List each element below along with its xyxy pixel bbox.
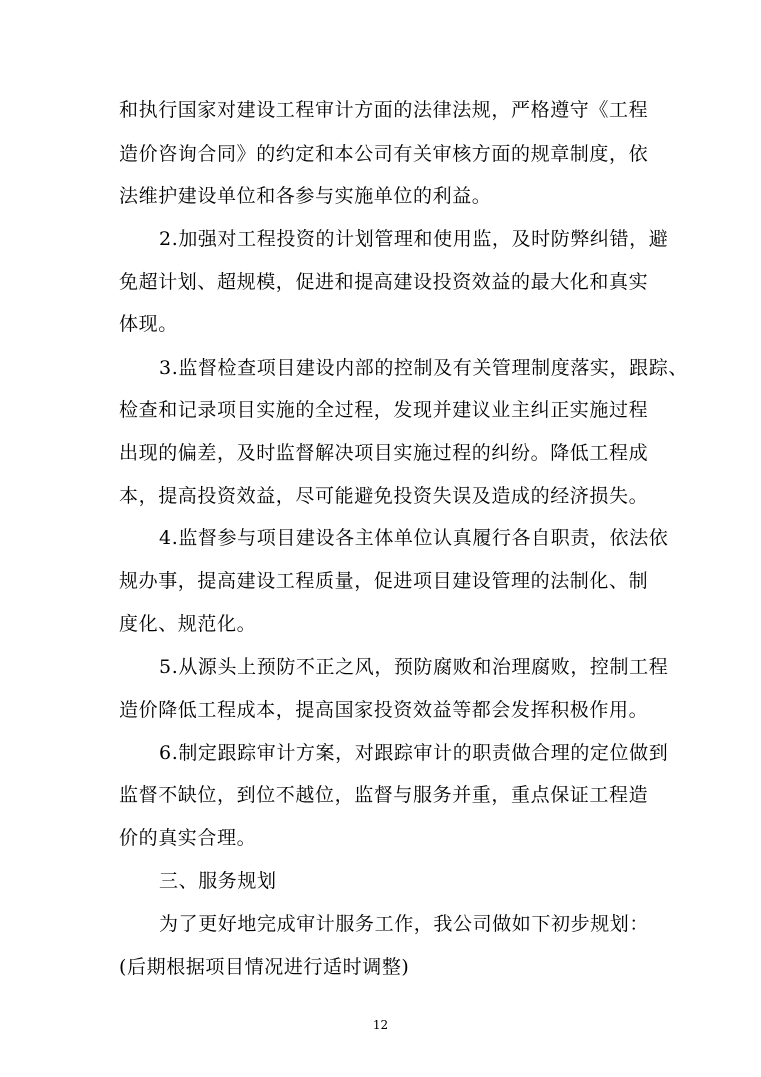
text-line: 出现的偏差，及时监督解决项目实施过程的纠纷。降低工程成 <box>119 442 649 464</box>
text-line: 免超计划、超规模，促进和提高建设投资效益的最大化和真实 <box>119 271 649 293</box>
text-line: 和执行国家对建设工程审计方面的法律法规，严格遵守《工程 <box>119 99 649 121</box>
text-line: 造价咨询合同》的约定和本公司有关审核方面的规章制度，依 <box>119 143 649 165</box>
text-line: 本，提高投资效益，尽可能避免投资失误及造成的经济损失。 <box>119 485 649 507</box>
text-line: 4.监督参与项目建设各主体单位认真履行各自职责，依法依 <box>159 527 669 549</box>
text-line: 价的真实合理。 <box>119 827 257 849</box>
text-line: 6.制定跟踪审计方案，对跟踪审计的职责做合理的定位做到 <box>159 742 669 764</box>
text-line: 2.加强对工程投资的计划管理和使用监，及时防弊纠错，避 <box>159 228 669 250</box>
text-line: 法维护建设单位和各参与实施单位的利益。 <box>119 185 492 207</box>
page-number: 12 <box>372 1018 389 1032</box>
text-line: 度化、规范化。 <box>119 613 257 635</box>
section-heading: 三、服务规划 <box>159 870 277 892</box>
text-line: 监督不缺位，到位不越位，监督与服务并重，重点保证工程造 <box>119 784 649 806</box>
text-line: 检查和记录项目实施的全过程，发现并建议业主纠正实施过程 <box>119 399 649 421</box>
text-line: 造价降低工程成本，提高国家投资效益等都会发挥积极作用。 <box>119 699 649 721</box>
text-line: 规办事，提高建设工程质量，促进项目建设管理的法制化、制 <box>119 570 649 592</box>
text-line: (后期根据项目情况进行适时调整) <box>119 956 410 978</box>
text-line: 为了更好地完成审计服务工作，我公司做如下初步规划： <box>159 913 650 935</box>
text-line: 5.从源头上预防不正之风，预防腐败和治理腐败，控制工程 <box>159 656 669 678</box>
text-line: 体现。 <box>119 313 178 335</box>
text-line: 3.监督检查项目建设内部的控制及有关管理制度落实，跟踪、 <box>159 357 688 379</box>
